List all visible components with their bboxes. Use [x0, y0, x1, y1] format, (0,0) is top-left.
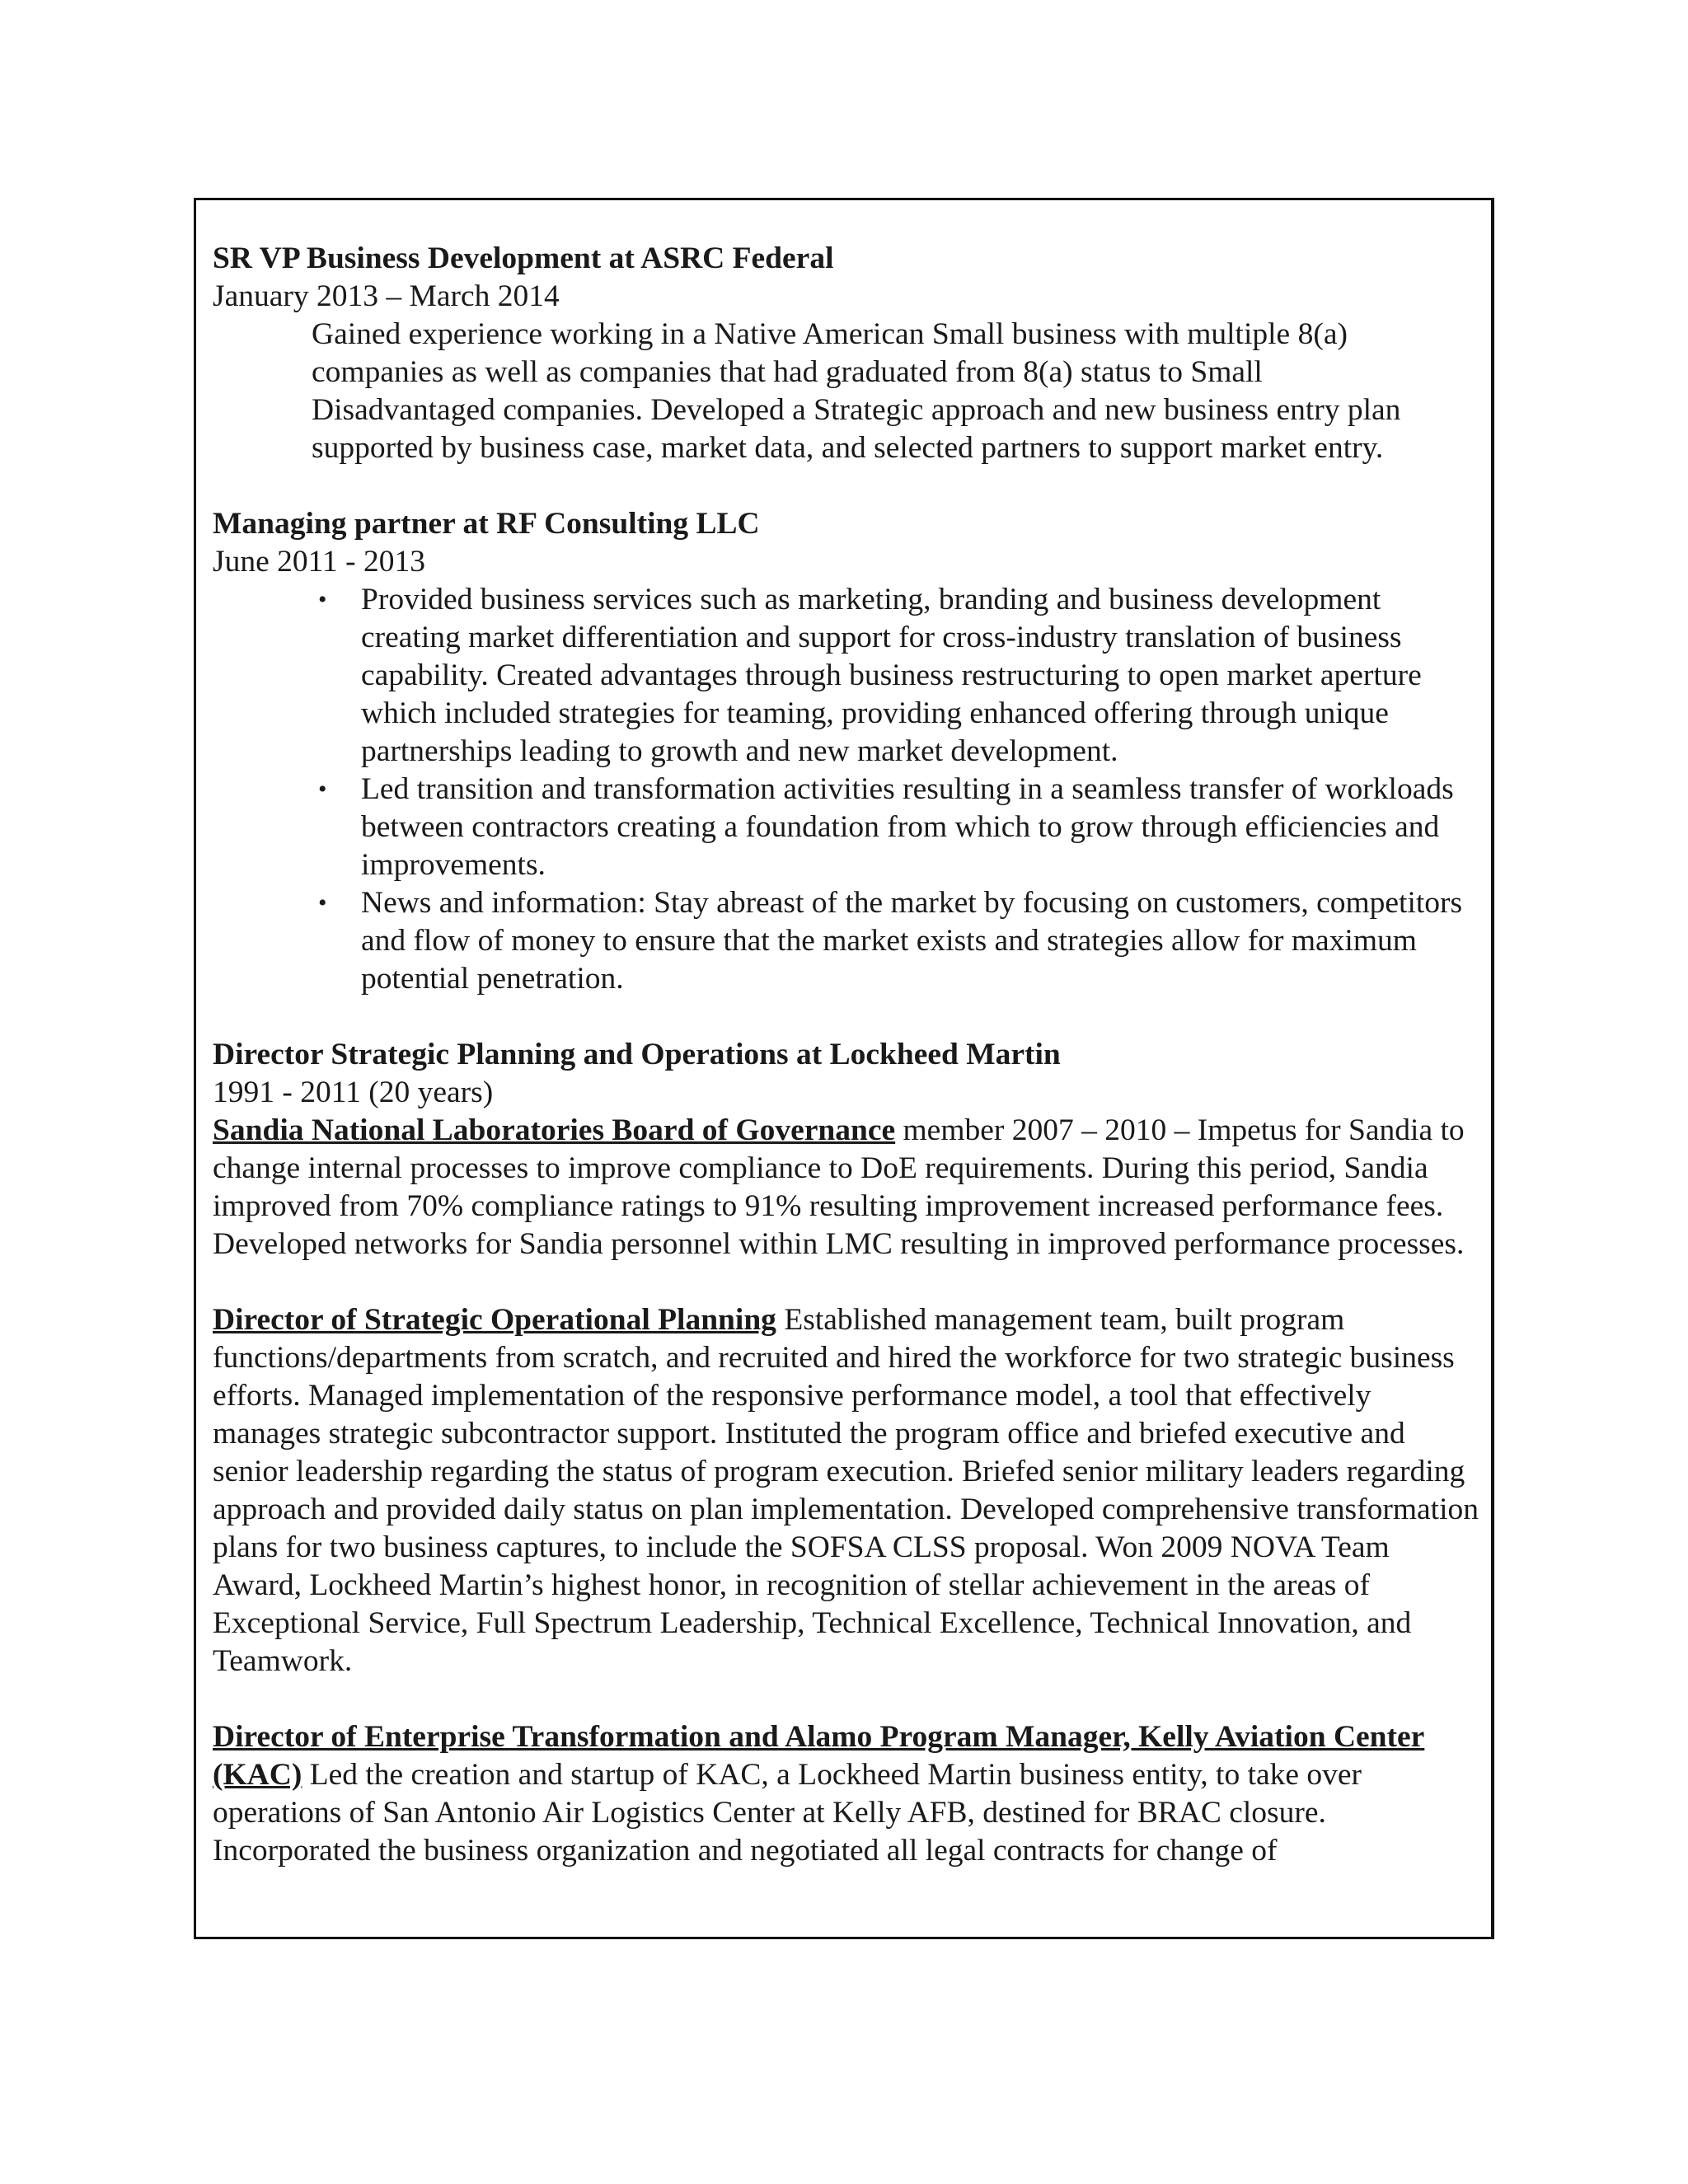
role-paragraph-kelly-aviation [213, 1718, 1482, 1870]
role-paragraph-sandia [213, 1112, 1482, 1263]
job-description: Gained experience working in a Native American Small business with multiple 8(a) companies as well as companies that had graduated from 8(a) status to Small Disadvantaged companies. Developed a Strategic approach and new business entry plan supported by business case, market data, and selected partners to support market entry. [312, 317, 1401, 465]
role-heading: Sandia National Laboratories Board of Governance [213, 1113, 896, 1147]
job-dates: January 2013 – March 2014 [213, 279, 560, 313]
bullet-text: Led transition and transformation activities resulting in a seamless transfer of workloads between contractors creating a foundation from which to grow through efficiencies and improvements. [361, 772, 1454, 882]
bullet-text: Provided business services such as marketing, branding and business development creating market differentiation and support for cross-industry translation of business capability. Created advantages through business restructuring to open market aperture which included strategies for teaming, providing enhanced offering through unique partnerships leading to growth and new market development. [361, 583, 1422, 768]
role-heading: Director of Enterprise Transformation and Alamo Program Manager, Kelly Aviation Center (KAC) [213, 1720, 1425, 1792]
role-heading: Director of Strategic Operational Planning [213, 1303, 776, 1337]
section-spacer [213, 467, 1482, 505]
job-entry-rf-consulting [213, 505, 1482, 998]
section-spacer [213, 998, 1482, 1036]
section-spacer [213, 1263, 1482, 1301]
resume-page-frame [194, 198, 1494, 1939]
job-title: SR VP Business Development at ASRC Federal [213, 241, 834, 275]
job-dates: June 2011 - 2013 [213, 545, 425, 579]
job-entry-lockheed-martin [213, 1036, 1482, 1870]
section-spacer [213, 1680, 1482, 1718]
role-text: Led the creation and startup of KAC, a Lockheed Martin business entity, to take over operations of San Antonio Air Logistics Center at Kelly AFB, destined for BRAC closure. Incorporated the business organization and negotiated all legal contracts for change of [213, 1758, 1362, 1868]
bullet-icon: • [318, 889, 327, 916]
bullet-icon: • [318, 776, 327, 803]
bullet-text: News and information: Stay abreast of the market by focusing on customers, competitors and flow of money to ensure that the market exists and strategies allow for maximum potential penetration. [361, 886, 1463, 996]
job-entry-asrc [213, 240, 1482, 467]
resume-content [213, 240, 1482, 1870]
role-paragraph-strategic-planning [213, 1301, 1482, 1680]
bullet-list [213, 581, 1482, 998]
bullet-item [318, 771, 1482, 884]
bullet-icon: • [318, 586, 327, 613]
job-title: Director Strategic Planning and Operations at Lockheed Martin [213, 1038, 1061, 1071]
role-text: member 2007 – 2010 – Impetus for Sandia to change internal processes to improve compliance to DoE requirements. During this period, Sandia improved from 70% compliance ratings to 91% resulting improvement increased performance fees. Developed networks for Sandia personnel within LMC resulting in improved performance processes. [213, 1113, 1465, 1261]
bullet-item [318, 884, 1482, 998]
bullet-item [318, 581, 1482, 771]
role-text: Established management team, built program functions/departments from scratch, and recruited and hired the workforce for two strategic business efforts. Managed implementation of the responsive performance model, a tool that effectively manages strategic subcontractor support. Instituted the program office and briefed executive and senior leadership regarding the status of program execution. Briefed senior military leaders regarding approach and provided daily status on plan implementation. Developed comprehensive transformation plans for two business captures, to include the SOFSA CLSS proposal. Won 2009 NOVA Team Award, Lockheed Martin’s highest honor, in recognition of stellar achievement in the areas of Exceptional Service, Full Spectrum Leadership, Technical Excellence, Technical Innovation, and Teamwork. [213, 1303, 1479, 1678]
job-dates: 1991 - 2011 (20 years) [213, 1076, 494, 1109]
job-title: Managing partner at RF Consulting LLC [213, 507, 760, 541]
